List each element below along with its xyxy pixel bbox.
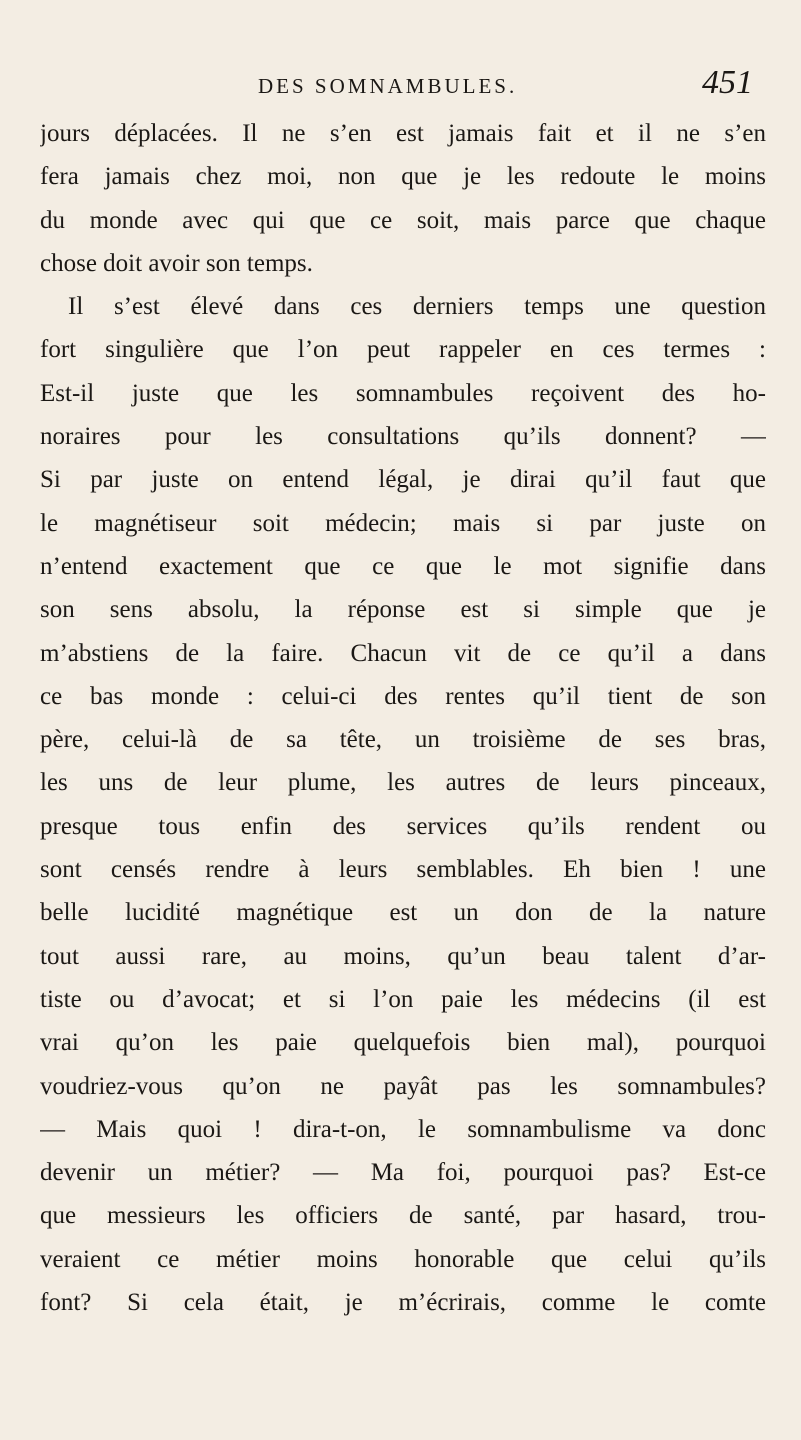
text-line: presque tous enfin des services qu’ils rendent ou: [40, 812, 766, 840]
text-line: noraires pour les consultations qu’ils donnent? —: [40, 423, 766, 451]
text-line: père, celui-là de sa tête, un troisième de ses bras,: [40, 726, 766, 754]
text-line: fera jamais chez moi, non que je les redoute le moins: [40, 163, 766, 191]
text-line: le magnétiseur soit médecin; mais si par juste on: [40, 509, 766, 537]
text-line: Si par juste on entend légal, je dirai qu’il faut que: [40, 466, 766, 494]
text-line: — Mais quoi ! dira-t-on, le somnambulisme va donc: [40, 1115, 766, 1143]
text-line: jours déplacées. Il ne s’en est jamais fait et il ne s’en: [40, 120, 766, 147]
page-number: 451: [702, 64, 753, 101]
text-line: n’entend exactement que ce que le mot signifie dans: [40, 552, 766, 580]
text-line: tout aussi rare, au moins, qu’un beau talent d’ar-: [40, 942, 766, 970]
text-line: les uns de leur plume, les autres de leurs pinceaux,: [40, 769, 766, 797]
text-line: Est-il juste que les somnambules reçoivent des ho-: [40, 379, 766, 407]
text-line: que messieurs les officiers de santé, par hasard, trou-: [40, 1202, 766, 1230]
text-line: sont censés rendre à leurs semblables. Eh bien ! une: [40, 856, 766, 884]
text-line: son sens absolu, la réponse est si simple que je: [40, 596, 766, 624]
running-title: DES SOMNAMBULES.: [258, 74, 518, 98]
body-text: [40, 112, 766, 1324]
text-line: m’abstiens de la faire. Chacun vit de ce qu’il a dans: [40, 639, 766, 667]
text-line: veraient ce métier moins honorable que celui qu’ils: [40, 1245, 766, 1273]
text-line: ce bas monde : celui-ci des rentes qu’il tient de son: [40, 682, 766, 710]
text-line: chose doit avoir son temps.: [40, 249, 313, 277]
text-line: fort singulière que l’on peut rappeler en ces termes :: [40, 336, 766, 364]
text-line: tiste ou d’avocat; et si l’on paie les médecins (il est: [40, 985, 766, 1013]
text-line: vrai qu’on les paie quelquefois bien mal), pourquoi: [40, 1029, 766, 1057]
text-line: Il s’est élevé dans ces derniers temps une question: [68, 293, 766, 321]
text-line: voudriez-vous qu’on ne payât pas les somnambules?: [40, 1072, 766, 1100]
text-line: belle lucidité magnétique est un don de la nature: [40, 899, 766, 927]
running-head: [0, 62, 801, 110]
text-line: devenir un métier? — Ma foi, pourquoi pas? Est-ce: [40, 1159, 766, 1187]
text-line: font? Si cela était, je m’écrirais, comme le comte: [40, 1289, 766, 1317]
text-line: du monde avec qui que ce soit, mais parce que chaque: [40, 206, 766, 234]
